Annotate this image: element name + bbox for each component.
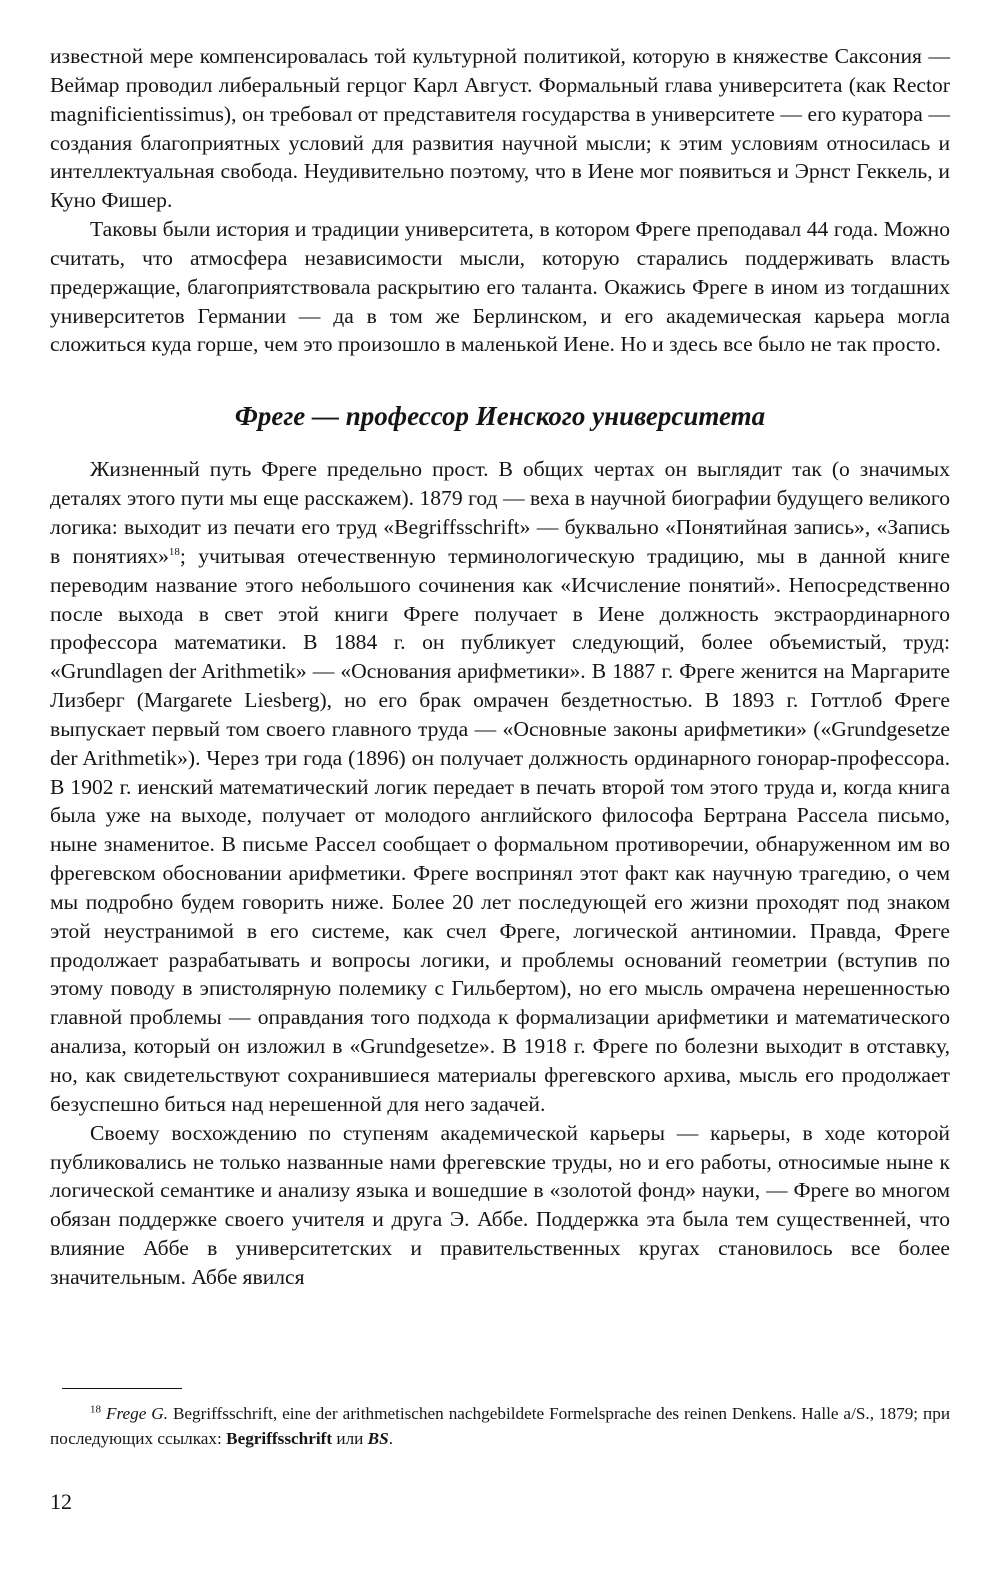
paragraph-text: Таковы были история и традиции университета, в котором Фреге преподавал 44 года. Можно считать, что атмосфера независимости мысли, которую старались поддерживать власть предержащие, благоприятствовала раскрытию его таланта. Окажись Фреге в ином из тогдашних университетов Германии — да в том же Берлинском, и его академическая карьера могла сложиться куда горше, чем это произошло в маленькой Иене. Но и здесь все было не так просто. (50, 217, 950, 357)
footnote-author: Frege G. (105, 1404, 169, 1423)
paragraph-continued (50, 42, 950, 215)
footnote-number: 18 (90, 1403, 101, 1416)
footnote-connector: или (332, 1429, 368, 1448)
paragraph-text: Своему восхождению по ступеням академической карьеры — карьеры, в ходе которой публиковались не только названные нами фрегевские труды, но и его работы, относимые ныне к логической семантике и анализу языка и вошедшие в «золотой фонд» науки, — Фреге во многом обязан поддержке своего учителя и друга Э. Аббе. Поддержка эта была тем существенней, что влияние Аббе в университетских и правительственных кругах становилось все более значительным. Аббе явился (50, 1120, 950, 1289)
section-heading: Фреге — профессор Иенского университета (234, 401, 766, 432)
paragraph-text: известной мере компенсировалась той культурной политикой, которую в княжестве Саксония — Веймар проводил либеральный герцог Карл Август. Формальный глава университета (как Rector magnificientissimus), он требовал от представителя государства в университете — его куратора — создания благоприятных условий для развития научной мысли; к этим условиям относилась и интеллектуальная свобода. Неудивительно поэтому, что в Иене мог появиться и Эрнст Геккель, и Куно Фишер. (50, 44, 950, 213)
paragraph-text: ; учитывая отечественную терминологическую традицию, мы в данной книге переводим название этого небольшого сочинения как «Исчисление понятий». Непосредственно после выхода в свет этой книги Фреге получает в Иене должность экстраординарного профессора математики. В 1884 г. он публикует следующий, более объемистый, труд: «Grundlagen der Arithmetik» — «Основания арифметики». В 1887 г. Фреге женится на Маргарите Лизберг (Margarete Liesberg), но его брак омрачен бездетностью. В 1893 г. Готтлоб Фреге выпускает первый том своего главного труда — «Основные законы арифметики» («Grundgesetze der Arithmetik»). Через три года (1896) он получает должность ординарного гонорар-профессора. В 1902 г. иенский математический логик передает в печать второй том этого труда и, когда книга была уже на выходе, получает от молодого английского философа Бертрана Рассела письмо, ныне знаменитое. В письме Рассел сообщает о формальном противоречии, обнаруженном им во фрегевском обосновании арифметики. Фреге воспринял этот факт как научную трагедию, о чем мы подробно будем говорить ниже. Более 20 лет последующей его жизни проходят под знаком этой неустранимой в его системе, как счел Фреге, логической антиномии. Правда, Фреге продолжает разрабатывать и вопросы логики, и проблемы оснований геометрии (вступив по этому поводу в эпистолярную полемику с Гильбертом), но его мысль омрачена нерешенностью главной проблемы — оправдания того подхода к формализации арифметики и математического анализа, который он изложил в «Grundgesetze». В 1918 г. Фреге по болезни выходит в отставку, но, как свидетельствуют сохранившиеся материалы фрегевского архива, мысль его продолжает безуспешно биться над нерешенной для него задачей. (50, 543, 950, 1116)
paragraph-text: Жизненный путь Фреге предельно прост. В общих чертах он выглядит так (о значимых деталях этого пути мы еще расскажем). 1879 год — веха в научной биографии будущего великого логика: выходит из печати его труд «Begriffsschrift» — буквально «Понятийная запись», «Запись в понятиях» (50, 457, 950, 568)
footnote (50, 1401, 950, 1451)
paragraph-history (50, 215, 950, 359)
footnote-short-title: Begriffsschrift (226, 1429, 333, 1448)
footnote-end: . (388, 1429, 393, 1448)
page-number: 12 (50, 1489, 72, 1514)
footnote-abbreviation: BS (367, 1429, 389, 1448)
footnote-reference: 18 (168, 545, 180, 558)
paragraph-biography (50, 455, 950, 1118)
footnote-citation: Begriffsschrift, eine der arithmetischen nachgebildete Formelsprache des reinen Denkens. Halle a/S., 1879; при последующих ссылках: (50, 1404, 951, 1448)
footnote-divider (62, 1388, 182, 1389)
book-page (50, 42, 950, 1562)
paragraph-career (50, 1119, 950, 1292)
